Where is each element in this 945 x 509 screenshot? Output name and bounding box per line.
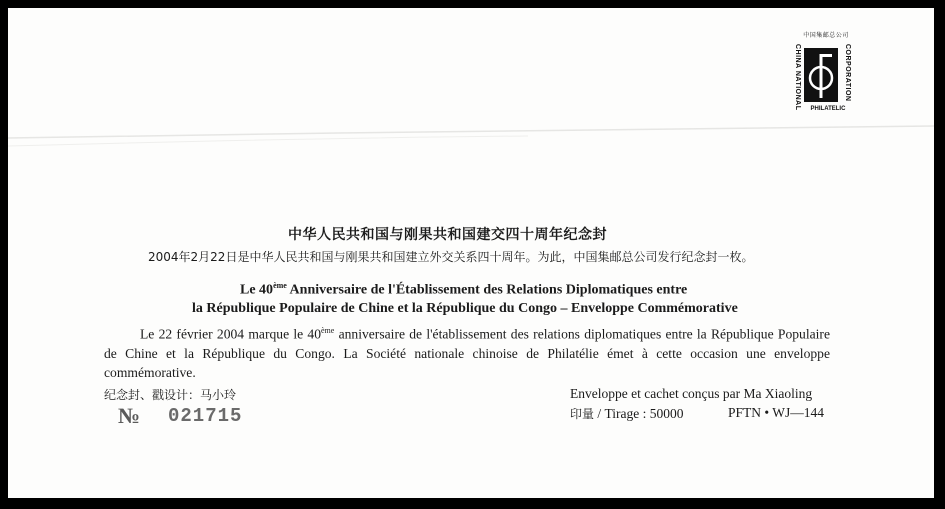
print-run: 印量 / Tirage : 50000 — [570, 406, 684, 421]
designer-credit-chinese: 纪念封、戳设计：马小玲 — [104, 388, 237, 402]
chinese-title: 中华人民共和国与刚果共和国建交四十周年纪念封 — [288, 227, 607, 243]
envelope-back — [8, 8, 934, 498]
logo-mark-icon — [804, 48, 838, 102]
catalog-code: PFTN • WJ—144 — [728, 405, 824, 420]
designer-credit-french: Enveloppe et cachet conçus par Ma Xiaoling — [570, 386, 813, 401]
french-title-line2: la République Populaire de Chine et la République du Congo – Enveloppe Commémorative — [192, 301, 738, 316]
china-philatelic-logo — [788, 30, 860, 118]
logo-left-text: CHINA NATIONAL — [794, 44, 801, 111]
serial-number: 021715 — [168, 405, 243, 427]
logo-right-text: CORPORATION — [844, 44, 851, 102]
french-paragraph: Le 22 février 2004 marque le 40ème anniversaire de l'établissement des relations diplomatiques entre la République Populaire de Chine et la République du Congo. La Société nationale chinoise de Philatélie émet à cette occasion une enveloppe commémorative. — [104, 326, 830, 380]
logo-chinese-name: 中国集邮总公司 — [803, 32, 849, 39]
logo-bottom-text: PHILATELIC — [810, 106, 846, 112]
chinese-body: 2004年2月22日是中华人民共和国与刚果共和国建立外交关系四十周年。为此，中国集邮总公司发行纪念封一枚。 — [148, 250, 754, 264]
french-title-line1: Le 40ème Anniversaire de l'Établissement des Relations Diplomatiques entre — [240, 281, 688, 298]
serial-label: № — [118, 403, 141, 428]
